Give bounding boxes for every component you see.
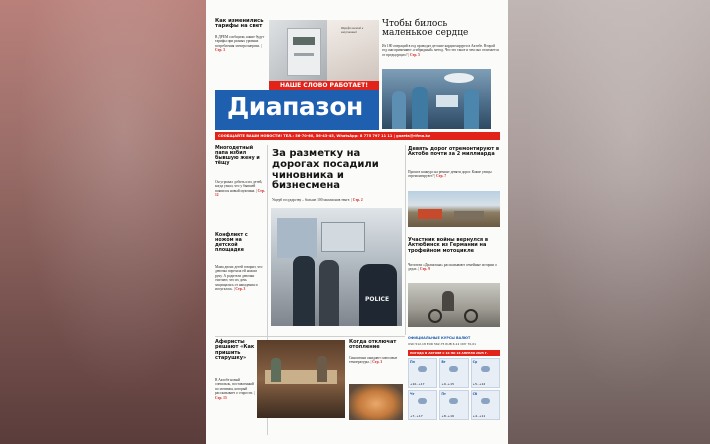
newspaper-front-page	[206, 0, 508, 444]
currency-title: ОФИЦИАЛЬНЫЕ КУРСЫ ВАЛЮТ	[408, 336, 471, 340]
moto-text: Читатели «Диапазона» рассказывают семейные истории о дедах. | Стр. 9	[408, 263, 497, 272]
weather-day: Вт +9..+15	[439, 358, 468, 388]
father-text: Он угрожал добить и их детей, когда узнал, что у бывшей появился новый мужчина. | Стр. 12	[215, 180, 265, 198]
moto-headline: Участник войны вернулся в Актюбинск из Германии на трофейном мотоцикле	[408, 237, 489, 254]
conflict-headline: Конфликт с ножом на детской площадке	[215, 233, 248, 254]
cloud-icon	[481, 366, 490, 372]
tariffs-headline: Как изменились тарифы на свет	[215, 18, 264, 30]
father-headline: Многодетный папа избил бывшую жену и тёщу	[215, 146, 260, 167]
cloud-icon	[481, 398, 490, 404]
heating-headline: Когда отключат отопление	[349, 339, 397, 351]
masthead-title: Диапазон	[227, 92, 363, 121]
background-left-blur	[0, 0, 206, 444]
roads-photo	[408, 191, 500, 227]
conflict-text: Мама двоих детей говорит, что девочка порезала ей ножом руку. А родители девочки считают, что их дочь защищалась от нападения и испугалась. | Стр. 3	[215, 265, 263, 292]
surgery-photo	[382, 69, 491, 129]
masthead-slogan: НАШЕ СЛОВО РАБОТАЕТ!	[269, 81, 379, 90]
roads-page-ref: Стр. 7	[436, 174, 447, 179]
cat-photo	[349, 384, 403, 420]
roads-headline: Девять дорог отремонтируют в Актобе почти за 2 миллиарда	[408, 146, 500, 158]
moto-page-ref: Стр. 9	[420, 267, 430, 272]
weather-grid	[408, 358, 500, 420]
weather-title: ПОГОДА В АКТОБЕ С 10 ПО 16 АПРЕЛЯ 2025 Г.	[408, 350, 500, 356]
heating-text: Синоптики ожидают плюсовые температуры. | Стр. 3	[349, 356, 398, 365]
heating-page-ref: Стр. 3	[372, 360, 383, 365]
main-page-ref: Стр. 2	[352, 198, 363, 202]
contact-bar: СООБЩАЙТЕ ВАШИ НОВОСТИ! ТЕЛ.: 56-70-60, 56-43-45, WhatsApp: 8 775 797 11 11 | gazeta@rifma.kz	[215, 132, 500, 140]
cloud-icon	[449, 366, 458, 372]
cloud-icon	[418, 398, 427, 404]
heart-headline: Чтобы билось маленькое сердце	[382, 19, 469, 39]
masthead-logo-block	[215, 90, 379, 130]
police-label: POLICE	[365, 296, 390, 303]
meter-photo	[269, 20, 379, 82]
currency-rates: USD 512,18 EUR 562,75 RUB 6,12 CNY 70,01	[408, 342, 477, 346]
roads-text: Прошел конкурс на ремонт девяти дорог. Какие улицы отремонтируют? | Стр. 7	[408, 170, 492, 179]
moto-photo	[408, 283, 500, 327]
main-headline: За разметку на дорогах посадили чиновника и бизнесмена	[272, 148, 379, 192]
main-photo	[271, 208, 402, 326]
theatre-photo	[257, 340, 345, 418]
photo-caption: Шрифт мелкий и запутанный	[341, 26, 364, 34]
weather-day: Сб +4..+11	[471, 390, 500, 420]
weather-day: Пт +8..+16	[439, 390, 468, 420]
conflict-page-ref: Стр. 3	[235, 287, 246, 292]
tariffs-page-ref: Стр. 3	[215, 48, 225, 53]
meter-device	[287, 28, 321, 76]
weather-day: Чт +7..+17	[408, 390, 437, 420]
heart-page-ref: Стр. 5	[409, 52, 420, 57]
scam-page-ref: Стр. 15	[215, 395, 227, 400]
father-page-ref: Стр. 12	[215, 188, 265, 198]
scam-headline: Аферисты решают «Как пришить старушку»	[215, 339, 255, 361]
tariffs-text: В ДРЕМ сообщили, какие будут тарифы при разных уровнях потребления электроэнергии. | Стр. 3	[215, 35, 265, 53]
heart-text: Из 180 операций в год проводят детские кардиохирурги в Актобе. Второй год они применяют «гибридный» метод. Что это такое и чем оно отличается от предыдущих? | Стр. 5	[382, 44, 499, 57]
background-right-blur	[508, 0, 710, 444]
cloud-icon	[449, 398, 458, 404]
main-text: Ущерб государству – больше 100 миллионов тенге. | Стр. 2	[272, 198, 363, 202]
scam-text: В Актобе новый спектакль, поставленный по мотивам, который рассказывает о старости. | Стр. 15	[215, 378, 255, 400]
weather-day: Ср +5..+12	[471, 358, 500, 388]
weather-day: Пн +10..+17	[408, 358, 437, 388]
cloud-icon	[418, 366, 427, 372]
